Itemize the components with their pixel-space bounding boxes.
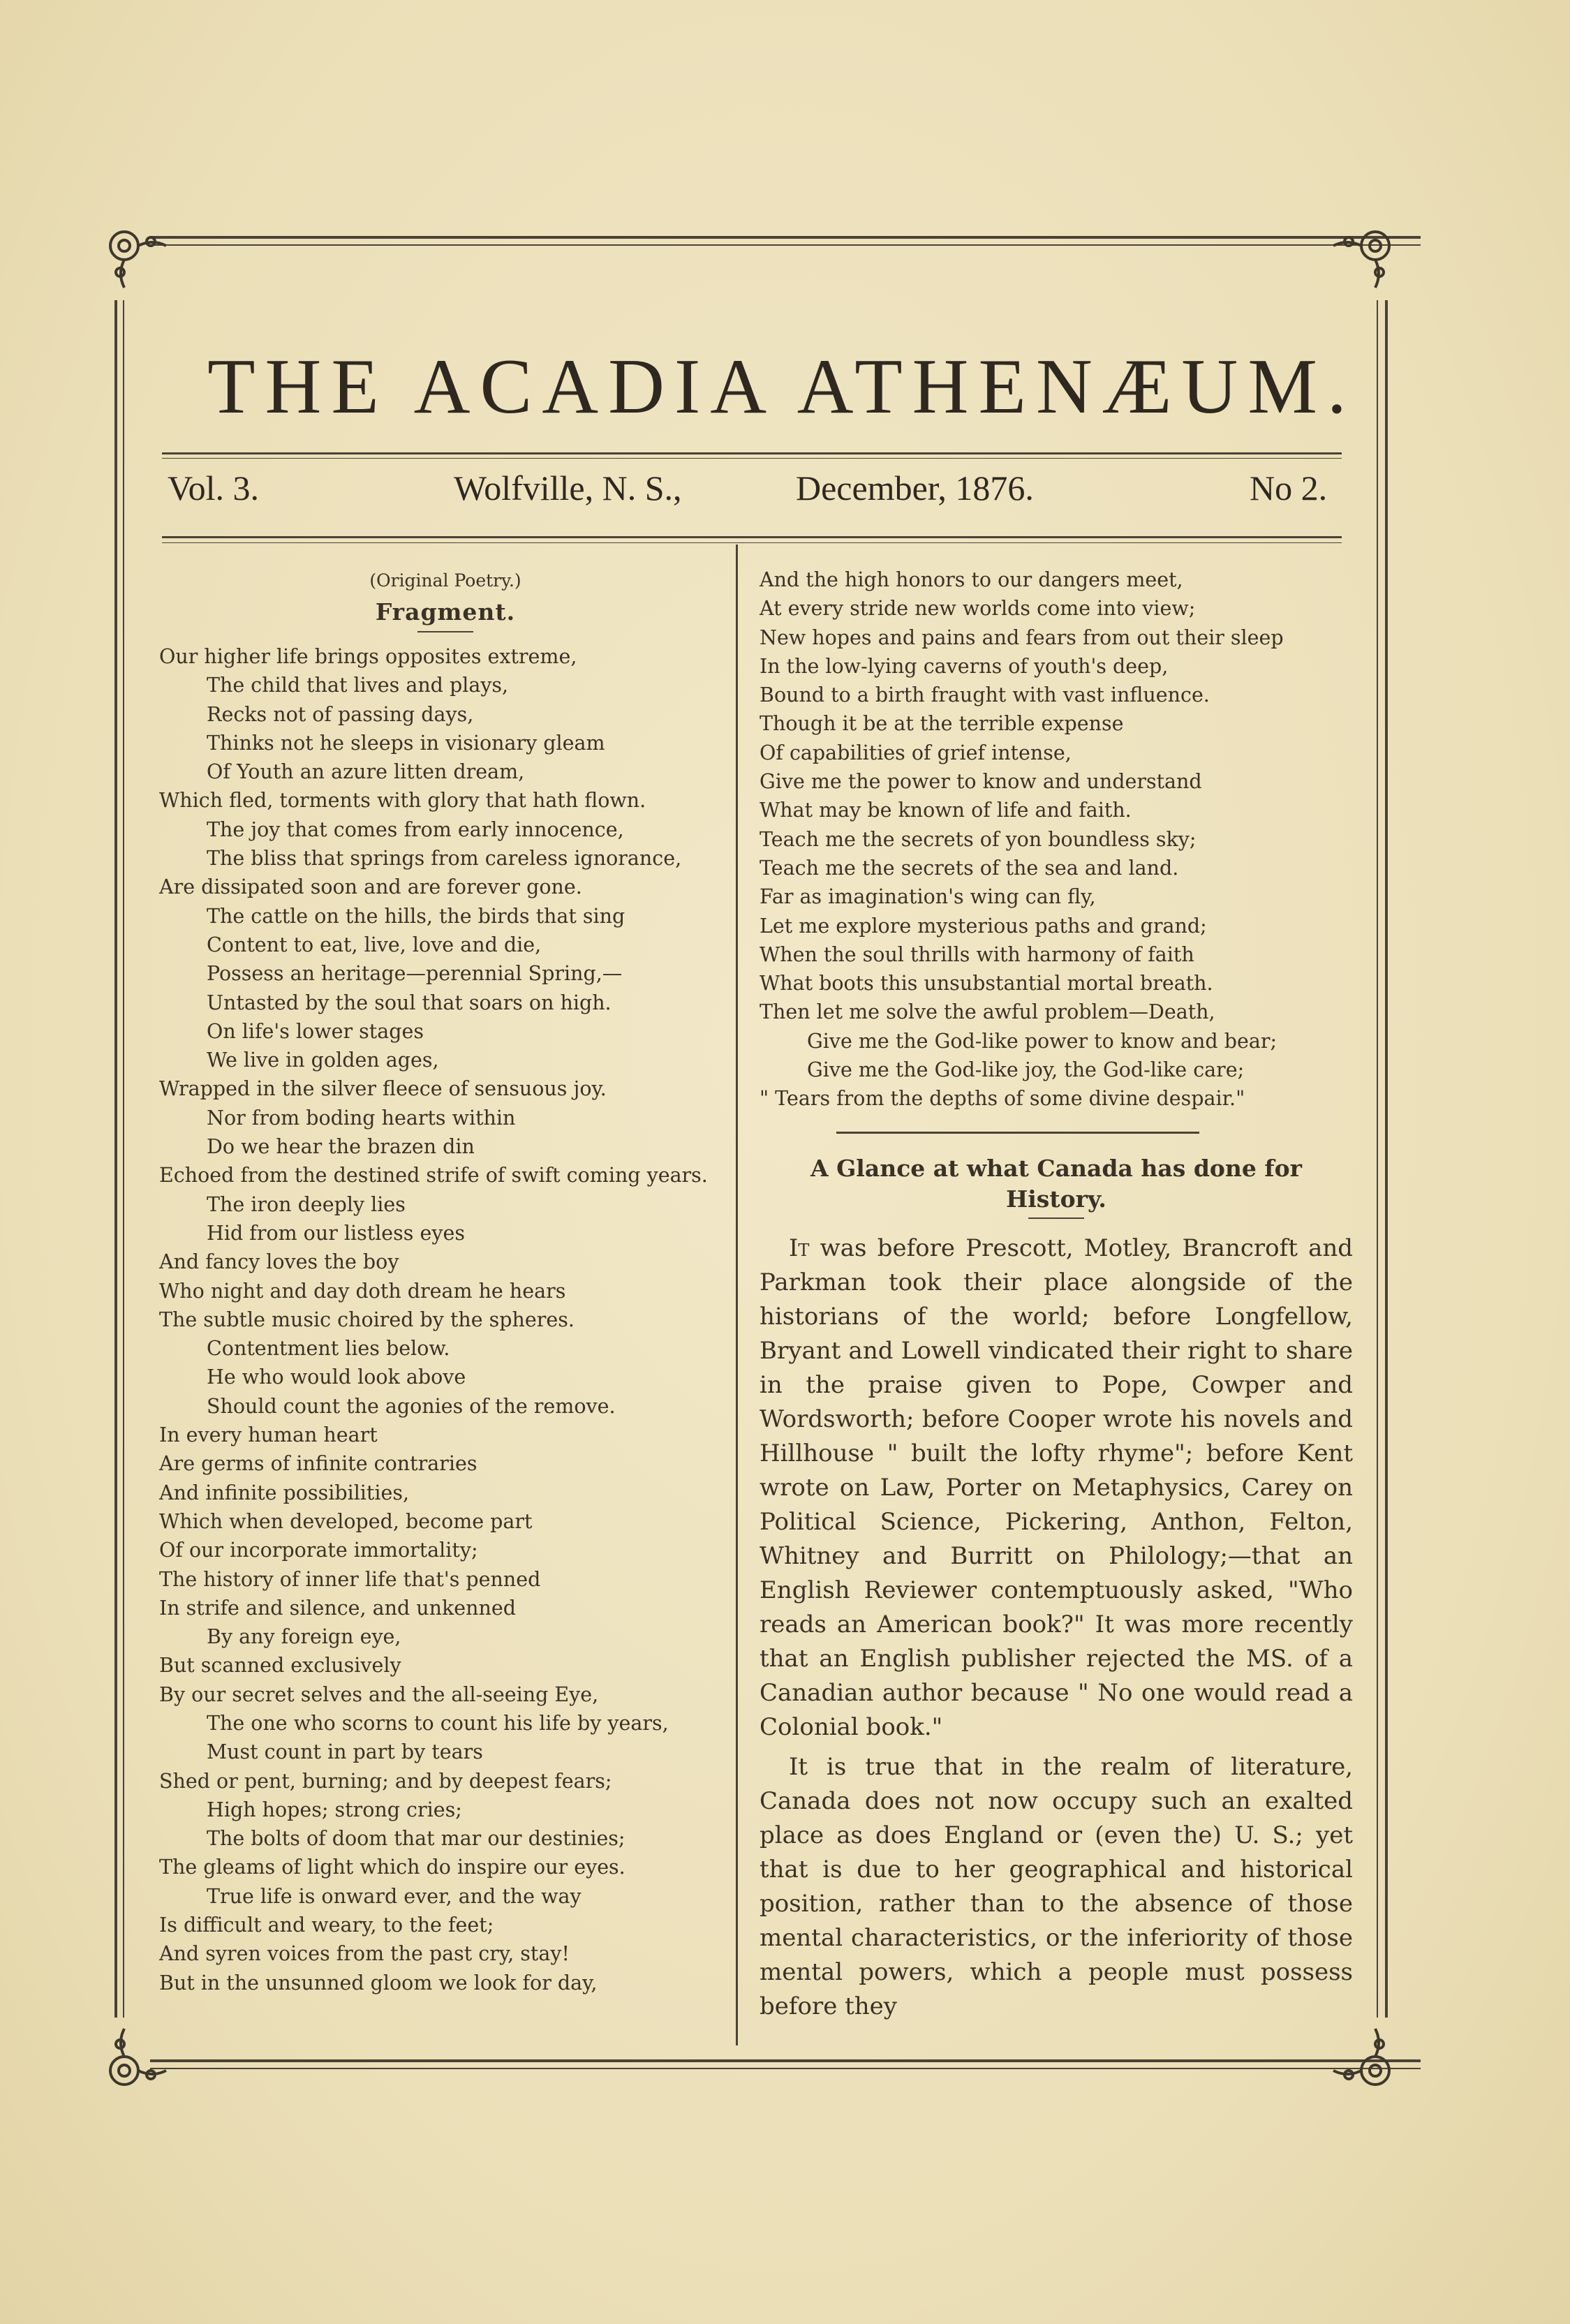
poem-line: When the soul thrills with harmony of faith <box>760 942 1194 966</box>
poem-kicker: (Original Poetry.) <box>369 570 521 591</box>
frame-top-rule-inner <box>150 244 1421 246</box>
poem-line: He who would look above <box>207 1365 466 1389</box>
drop-lead: It <box>789 1234 810 1262</box>
poem-line: Hid from our listless eyes <box>207 1221 465 1245</box>
frame-top-rule <box>150 236 1421 239</box>
poem-line: In every human heart <box>159 1423 378 1447</box>
poem-line: High hopes; strong cries; <box>207 1798 462 1821</box>
title-underline <box>417 631 473 632</box>
poem-title: Fragment. <box>375 598 516 626</box>
poem-line: Of capabilities of grief intense, <box>760 741 1072 764</box>
poem-line: Contentment lies below. <box>207 1337 450 1361</box>
volume-label: Vol. 3. <box>168 468 260 508</box>
poem-line: The joy that comes from early innocence, <box>207 817 624 841</box>
poem-line: And syren voices from the past cry, stay! <box>159 1942 570 1966</box>
poem-line: Then let me solve the awful problem—Death, <box>760 1000 1215 1024</box>
poem-line: But scanned exclusively <box>159 1654 401 1678</box>
poem-line: Untasted by the soul that soars on high. <box>207 991 612 1014</box>
poem-lines-left <box>159 642 732 1997</box>
dateline-rule-bottom <box>162 536 1342 538</box>
article-paragraph: It is true that in the realm of literature, Canada does not now occupy such an exalted place as does England or (even the) U. S.; yet that is due to her geographical and historical position, rather than to the absence of those mental characteristics, or the inferiority of those mental powers, which a people must possess before they <box>760 1752 1353 2020</box>
article-title-underline <box>1028 1217 1084 1219</box>
poem-line: Our higher life brings opposites extreme, <box>159 645 577 668</box>
frame-left-rule-inner <box>123 300 124 2018</box>
poem-line: Though it be at the terrible expense <box>760 712 1124 736</box>
poem-line: Give me the God-like joy, the God-like care; <box>807 1058 1245 1082</box>
poem-line: Give me the God-like power to know and bear; <box>807 1029 1278 1053</box>
issue-number: No 2. <box>1250 468 1328 508</box>
poem-line: Which fled, torments with glory that hath flown. <box>159 789 646 813</box>
poem-line: The iron deeply lies <box>207 1192 406 1216</box>
poem-line: Must count in part by tears <box>207 1740 483 1764</box>
poem-line: On life's lower stages <box>207 1019 424 1043</box>
masthead-rule-top <box>162 452 1342 454</box>
poem-line: Do we hear the brazen din <box>207 1135 475 1159</box>
poem-line: In strife and silence, and unkenned <box>159 1596 516 1620</box>
poem-line: But in the unsunned gloom we look for day, <box>159 1971 598 1994</box>
article-title: A Glance at what Canada has done for History. <box>810 1154 1302 1213</box>
frame-right-rule <box>1385 300 1388 2018</box>
poem-line: New hopes and pains and fears from out their sleep <box>760 626 1284 649</box>
poem-line: The bliss that springs from careless ignorance, <box>207 847 682 871</box>
poem-line: By any foreign eye, <box>207 1625 401 1649</box>
poem-line: Recks not of passing days, <box>207 702 474 726</box>
masthead-title: THE ACADIA ATHENÆUM. <box>207 343 1356 430</box>
corner-ornament-icon <box>1326 2022 1403 2099</box>
poem-line: Shed or pent, burning; and by deepest fears; <box>159 1769 612 1793</box>
article-paragraph <box>760 1231 1353 1745</box>
poem-line: The subtle music choired by the spheres. <box>159 1308 575 1331</box>
paragraph-text: was before Prescott, Motley, Brancroft and Parkman took their place alongside of the historians of the world; before Longfellow, Bryant and Lowell vindicated their right to share in the praise given to Pope, Cowper and Wordsworth; before Cooper wrote his novels and Hillhouse " built the lofty rhyme"; before Kent wrote on Law, Porter on Metaphysics, Carey on Political Science, Pickering, Anthon, Felton, Whitney and Burritt on Philology;—that an English Reviewer contemptuously asked, "Who reads an American book?" It was more recently that an English publisher rejected the MS. of a Canadian author because " No one would read a Colonial book." <box>760 1234 1353 1741</box>
poem-line: Should count the agonies of the remove. <box>207 1394 616 1418</box>
poem-line: Which when developed, become part <box>159 1509 533 1533</box>
poem-line: Bound to a birth fraught with vast influence. <box>760 683 1210 707</box>
poem-line: The child that lives and plays, <box>207 674 509 697</box>
place-label: Wolfville, N. S., <box>454 468 682 508</box>
corner-ornament-icon <box>96 2022 173 2099</box>
frame-bottom-rule-inner <box>150 2068 1421 2069</box>
poem-line: Far as imagination's wing can fly, <box>760 885 1096 909</box>
poem-line: What boots this unsubstantial mortal breath. <box>760 972 1213 996</box>
frame-left-rule <box>114 300 117 2018</box>
poem-line: Wrapped in the silver fleece of sensuous joy. <box>159 1077 607 1101</box>
poem-line: Teach me the secrets of the sea and land. <box>760 856 1179 880</box>
poem-line: Possess an heritage—perennial Spring,— <box>207 962 623 986</box>
poem-line: And the high honors to our dangers meet, <box>760 568 1183 591</box>
poem-line: The gleams of light which do inspire our eyes. <box>159 1856 625 1879</box>
poem-line: What may be known of life and faith. <box>760 799 1132 822</box>
poem-line: True life is onward ever, and the way <box>207 1884 582 1908</box>
poem-line: By our secret selves and the all-seeing Eye, <box>159 1682 599 1706</box>
corner-ornament-icon <box>1326 218 1403 295</box>
frame-bottom-rule <box>150 2059 1421 2062</box>
poem-line: The history of inner life that's penned <box>159 1567 541 1591</box>
column-divider <box>736 545 738 2045</box>
poem-line: We live in golden ages, <box>207 1049 439 1072</box>
poem-line: Of our incorporate immortality; <box>159 1539 478 1562</box>
poem-line: Let me explore mysterious paths and grand; <box>760 914 1207 938</box>
poem-line: Nor from boding hearts within <box>207 1106 516 1130</box>
poem-line: Is difficult and weary, to the feet; <box>159 1914 494 1937</box>
poem-line: And infinite possibilities, <box>159 1481 410 1504</box>
poem-line: The bolts of doom that mar our destinies; <box>207 1827 625 1851</box>
section-divider <box>836 1132 1199 1134</box>
poem-line: Of Youth an azure litten dream, <box>207 760 525 784</box>
dateline <box>161 468 1347 524</box>
frame-right-rule-inner <box>1377 300 1378 2018</box>
poem-line: At every stride new worlds come into view; <box>760 597 1196 621</box>
poem-line: Give me the power to know and understand <box>760 770 1202 794</box>
poem-line: Are dissipated soon and are forever gone. <box>159 875 582 899</box>
poem-line: Teach me the secrets of yon boundless sky; <box>760 827 1197 851</box>
article-body <box>760 1231 1353 2024</box>
poem-line: In the low-lying caverns of youth's deep, <box>760 654 1169 678</box>
poem-lines-right <box>760 565 1353 1113</box>
poem-line: The one who scorns to count his life by years, <box>207 1711 669 1735</box>
dateline-rule-bottom-2 <box>162 542 1342 543</box>
poem-line: And fancy loves the boy <box>159 1250 399 1274</box>
poem-line: Thinks not he sleeps in visionary gleam <box>207 731 605 755</box>
poem-line: Echoed from the destined strife of swift coming years. <box>159 1164 708 1187</box>
poem-line: Content to eat, live, love and die, <box>207 933 542 956</box>
poem-line: The cattle on the hills, the birds that sing <box>207 904 625 928</box>
left-column <box>159 565 732 1997</box>
right-column <box>760 565 1353 2029</box>
poem-line: Who night and day doth dream he hears <box>159 1279 566 1303</box>
date-label: December, 1876. <box>796 468 1034 508</box>
poem-line: " Tears from the depths of some divine despair." <box>760 1087 1245 1111</box>
corner-ornament-icon <box>96 218 173 295</box>
poem-line: Are germs of infinite contraries <box>159 1452 477 1476</box>
masthead-rule-top-2 <box>162 458 1342 459</box>
